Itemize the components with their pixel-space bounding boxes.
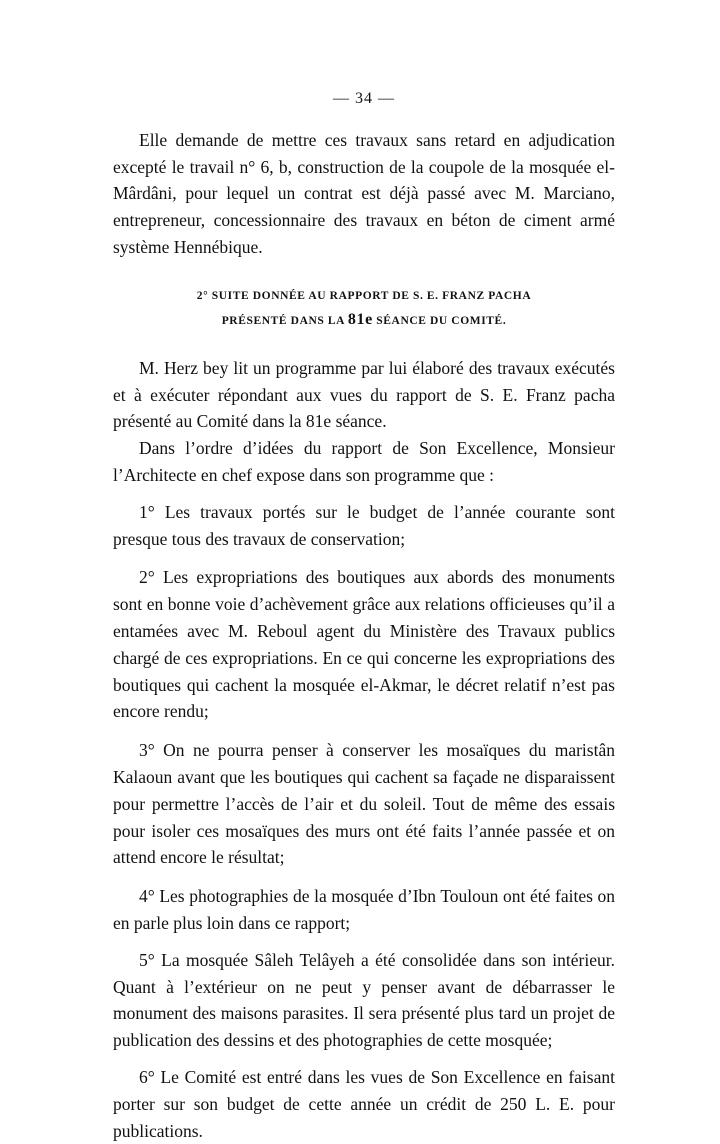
list-item-3: 3° On ne pourra penser à conserver les mosaïques du maristân Kalaoun avant que les boutiques qui cachent sa façade ne disparaissent pour permettre l’accès de l’air et du soleil. Tout de même des essais pour isoler ces mosaïques des murs ont été faits l’année passée et on attend encore le résultat; bbox=[113, 740, 615, 868]
list-item-4: 4° Les photographies de la mosquée d’Ibn Touloun ont été faites on en parle plus loin dans ce rapport; bbox=[113, 886, 615, 933]
page-number: — 34 — bbox=[333, 90, 395, 107]
paragraph-adjudication: Elle demande de mettre ces travaux sans retard en adjudication excepté le travail n° 6, b, construction de la coupole de la mosquée el-Mârdâni, pour lequel un contrat est déjà passé avec M. Marciano, entrepreneur, concessionnaire des travaux en béton de ciment armé système Hennébique. bbox=[113, 129, 615, 257]
section-heading-line1: 2° SUITE DONNÉE AU RAPPORT DE S. E. FRANZ PACHA bbox=[196, 289, 532, 302]
paragraph-ordre-idees: Dans l’ordre d’idées du rapport de Son Excellence, Monsieur l’Architecte en chef expose dans son programme que : bbox=[113, 438, 615, 485]
list-item-2: 2° Les expropriations des boutiques aux abords des monuments sont en bonne voie d’achèvement grâce aux relations officieuses qu’il a entamées avec M. Reboul agent du Ministère des Travaux publics chargé de ces expropriations. En ce qui concerne les expropriations des boutiques qui cachent la mosquée el-Akmar, le décret relatif n’est pas encore rendu; bbox=[113, 567, 615, 722]
document-page bbox=[113, 86, 615, 1144]
list-item-5: 5° La mosquée Sâleh Telâyeh a été consolidée dans son intérieur. Quant à l’extérieur on ne peut y penser avant de débarrasser le monument des maisons parasites. Il sera présenté plus tard un projet de publication des dessins et des photographies de cette mosquée; bbox=[113, 949, 615, 1051]
list-item-6: 6° Le Comité est entré dans les vues de Son Excellence en faisant porter sur son budget de cette année un crédit de 250 L. E. pour publications. bbox=[113, 1066, 615, 1141]
list-item-1: 1° Les travaux portés sur le budget de l’année courante sont presque tous des travaux de conservation; bbox=[113, 501, 615, 549]
section-heading-line2 bbox=[113, 308, 615, 333]
paragraph-herz-bey: M. Herz bey lit un programme par lui élaboré des travaux exécutés et à exécuter répondant aux vues du rapport de S. E. Franz pacha présenté au Comité dans la 81e séance. bbox=[113, 357, 615, 432]
heading-session-number: 81e bbox=[347, 310, 373, 328]
heading-line2-pre: PRÉSENTÉ DANS LA bbox=[221, 314, 345, 327]
section-heading bbox=[113, 285, 615, 333]
heading-line2-post: SÉANCE DU COMITÉ. bbox=[376, 314, 507, 327]
